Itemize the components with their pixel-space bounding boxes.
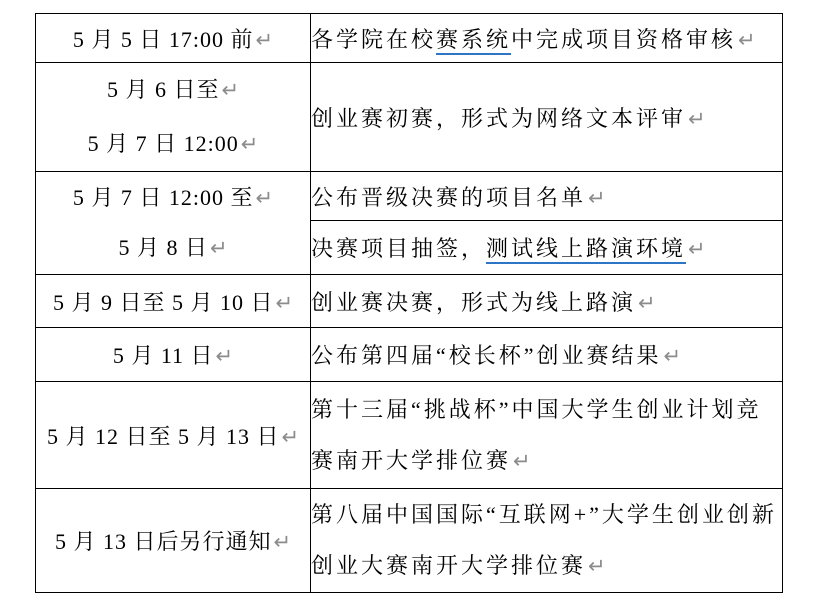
time-cell	[36, 14, 311, 63]
activity-text: 第十三届“挑战杯”中国大学生创业计划竞赛南开大学排位赛	[311, 396, 762, 473]
paragraph-mark-icon: ↵	[255, 186, 274, 210]
activity-text: 创业赛初赛，形式为网络文本评审	[311, 105, 687, 131]
time-cell	[36, 63, 311, 172]
time-text: 5 月 9 日至 5 月 10 日	[52, 289, 274, 315]
link-competition-system[interactable]: 赛系统	[436, 27, 511, 55]
time-text: 5 月 13 日后另行通知	[54, 529, 272, 554]
time-text: 5 月 6 日至	[106, 77, 220, 102]
time-cell	[36, 328, 311, 382]
time-line	[36, 117, 310, 171]
paragraph-mark-icon: ↵	[215, 344, 234, 368]
time-line	[36, 173, 310, 223]
paragraph-mark-icon: ↵	[513, 448, 531, 473]
time-cell	[36, 275, 311, 328]
activity-text: 中完成项目资格审核	[511, 26, 737, 52]
time-cell	[36, 172, 311, 275]
activity-cell	[311, 14, 783, 63]
activity-text: 公布第四届“校长杯”创业赛结果	[311, 343, 662, 368]
paragraph-mark-icon: ↵	[638, 290, 656, 315]
time-cell	[36, 382, 311, 489]
paragraph-mark-icon: ↵	[240, 132, 259, 156]
paragraph-mark-icon: ↵	[255, 27, 274, 52]
paragraph-mark-icon: ↵	[275, 290, 294, 315]
table-row	[36, 382, 783, 489]
paragraph-mark-icon: ↵	[588, 554, 606, 578]
table-row	[36, 275, 783, 328]
activity-cell	[311, 275, 783, 328]
time-line	[36, 63, 310, 117]
activity-cell	[311, 489, 783, 593]
activity-cell	[311, 172, 783, 221]
paragraph-mark-icon: ↵	[281, 424, 300, 449]
table-row	[36, 489, 783, 593]
paragraph-mark-icon: ↵	[588, 185, 606, 210]
paragraph-mark-icon: ↵	[688, 237, 706, 261]
time-cell	[36, 489, 311, 593]
activity-cell	[311, 382, 783, 489]
activity-text: 决赛项目抽签，	[311, 236, 487, 261]
activity-text: 各学院在校	[311, 26, 437, 52]
time-text: 5 月 11 日	[112, 343, 214, 368]
paragraph-mark-icon: ↵	[273, 530, 292, 554]
paragraph-mark-icon: ↵	[209, 236, 228, 260]
time-text: 5 月 7 日 12:00 至	[72, 185, 254, 210]
table-row	[36, 63, 783, 172]
activity-text: 公布晋级决赛的项目名单	[311, 184, 587, 210]
table-row	[36, 328, 783, 382]
time-text: 5 月 5 日 17:00 前	[72, 26, 254, 52]
schedule-table	[35, 13, 783, 593]
time-line	[36, 223, 310, 273]
paragraph-mark-icon: ↵	[738, 27, 756, 52]
link-test-online-roadshow[interactable]: 测试线上路演环境	[486, 236, 686, 264]
paragraph-mark-icon: ↵	[663, 344, 682, 368]
paragraph-mark-icon: ↵	[221, 78, 240, 102]
table-row	[36, 14, 783, 63]
activity-cell	[311, 63, 783, 172]
activity-text: 第八届中国国际“互联网+”大学生创业创新创业大赛南开大学排位赛	[311, 502, 777, 578]
activity-cell	[311, 328, 783, 382]
paragraph-mark-icon: ↵	[688, 106, 706, 131]
activity-text: 创业赛决赛，形式为线上路演	[311, 289, 637, 315]
time-text: 5 月 12 日至 5 月 13 日	[46, 423, 280, 449]
activity-cell	[311, 221, 783, 275]
table-row	[36, 172, 783, 221]
time-text: 5 月 7 日 12:00	[87, 131, 239, 156]
time-text: 5 月 8 日	[118, 235, 208, 260]
